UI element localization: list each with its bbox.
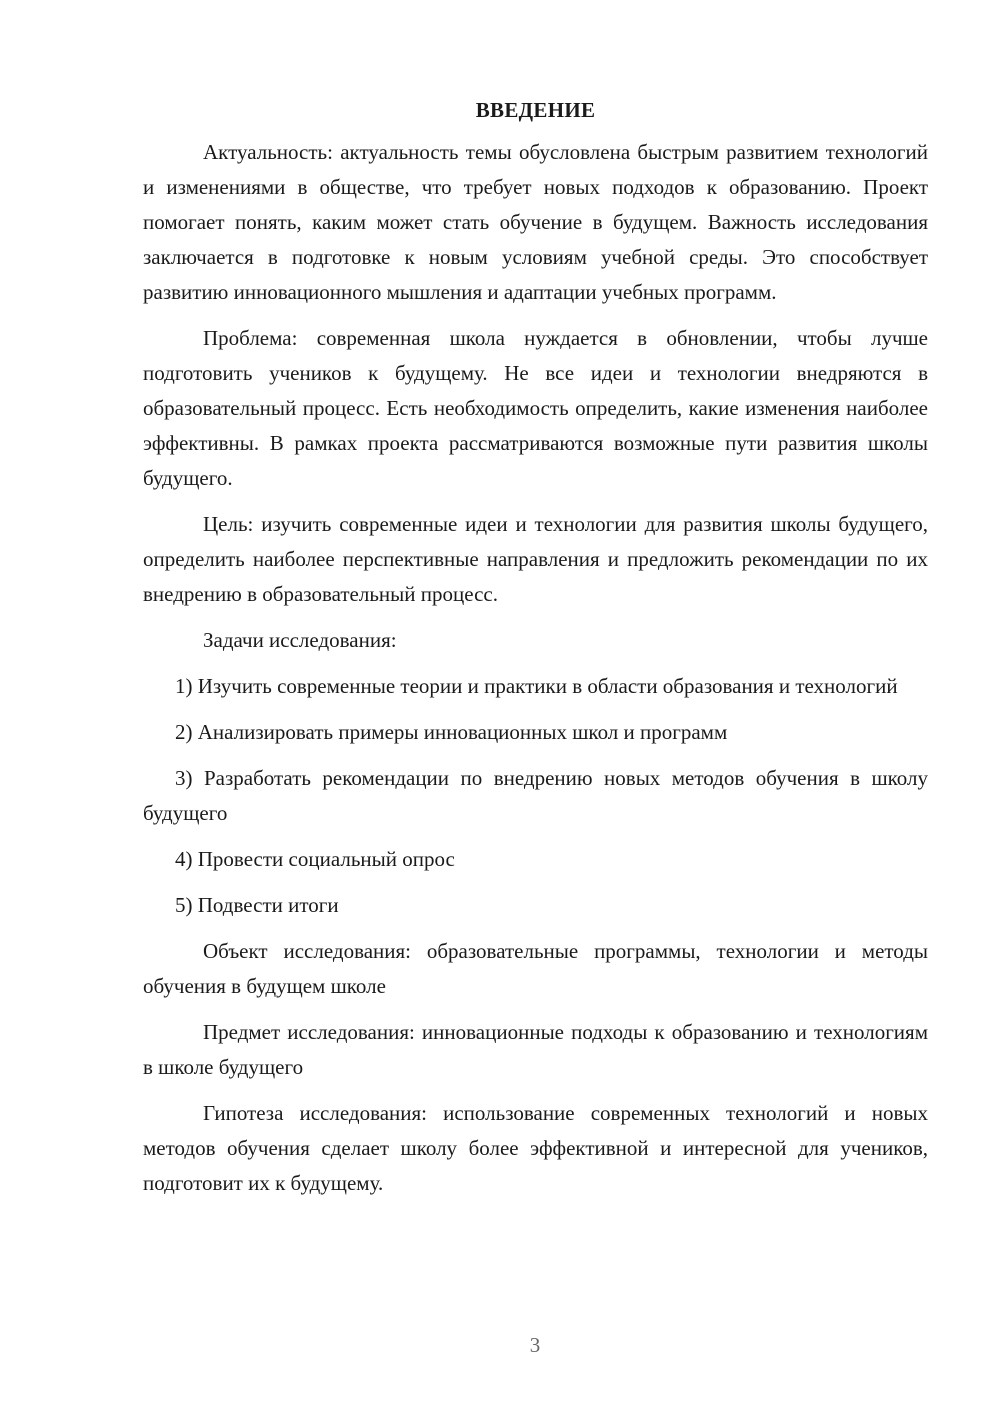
subject-paragraph: Предмет исследования: инновационные подходы к образованию и технологиям в школе будущего	[143, 1020, 928, 1079]
task-item-2: 2) Анализировать примеры инновационных школ и программ	[175, 720, 728, 744]
object-paragraph: Объект исследования: образовательные программы, технологии и методы обучения в будущем школе	[143, 939, 928, 998]
section-heading: ВВЕДЕНИЕ	[475, 98, 596, 122]
problem-paragraph: Проблема: современная школа нуждается в обновлении, чтобы лучше подготовить учеников к будущему. Не все идеи и технологии внедряются в образовательный процесс. Есть необходимость определить, какие изменения наиболее эффективны. В рамках проекта рассматриваются возможные пути развития школы будущего.	[143, 326, 928, 490]
task-item-5: 5) Подвести итоги	[175, 893, 339, 917]
hypothesis-paragraph: Гипотеза исследования: использование современных технологий и новых методов обучения сделает школу более эффективной и интересной для учеников, подготовит их к будущему.	[143, 1101, 928, 1195]
task-item-4: 4) Провести социальный опрос	[175, 847, 455, 871]
goal-paragraph: Цель: изучить современные идеи и технологии для развития школы будущего, определить наиболее перспективные направления и предложить рекомендации по их внедрению в образовательный процесс.	[143, 512, 928, 606]
page-number: 3	[529, 1333, 541, 1357]
task-item-3: 3) Разработать рекомендации по внедрению новых методов обучения в школу будущего	[143, 766, 928, 825]
task-item-1: 1) Изучить современные теории и практики в области образования и технологий	[175, 674, 898, 698]
document-page	[143, 95, 928, 1212]
relevance-paragraph: Актуальность: актуальность темы обусловлена быстрым развитием технологий и изменениями в обществе, что требует новых подходов к образованию. Проект помогает понять, каким может стать обучение в будущем. Важность исследования заключается в подготовке к новым условиям учебной среды. Это способствует развитию инновационного мышления и адаптации учебных программ.	[143, 140, 928, 304]
tasks-title: Задачи исследования:	[203, 628, 397, 652]
